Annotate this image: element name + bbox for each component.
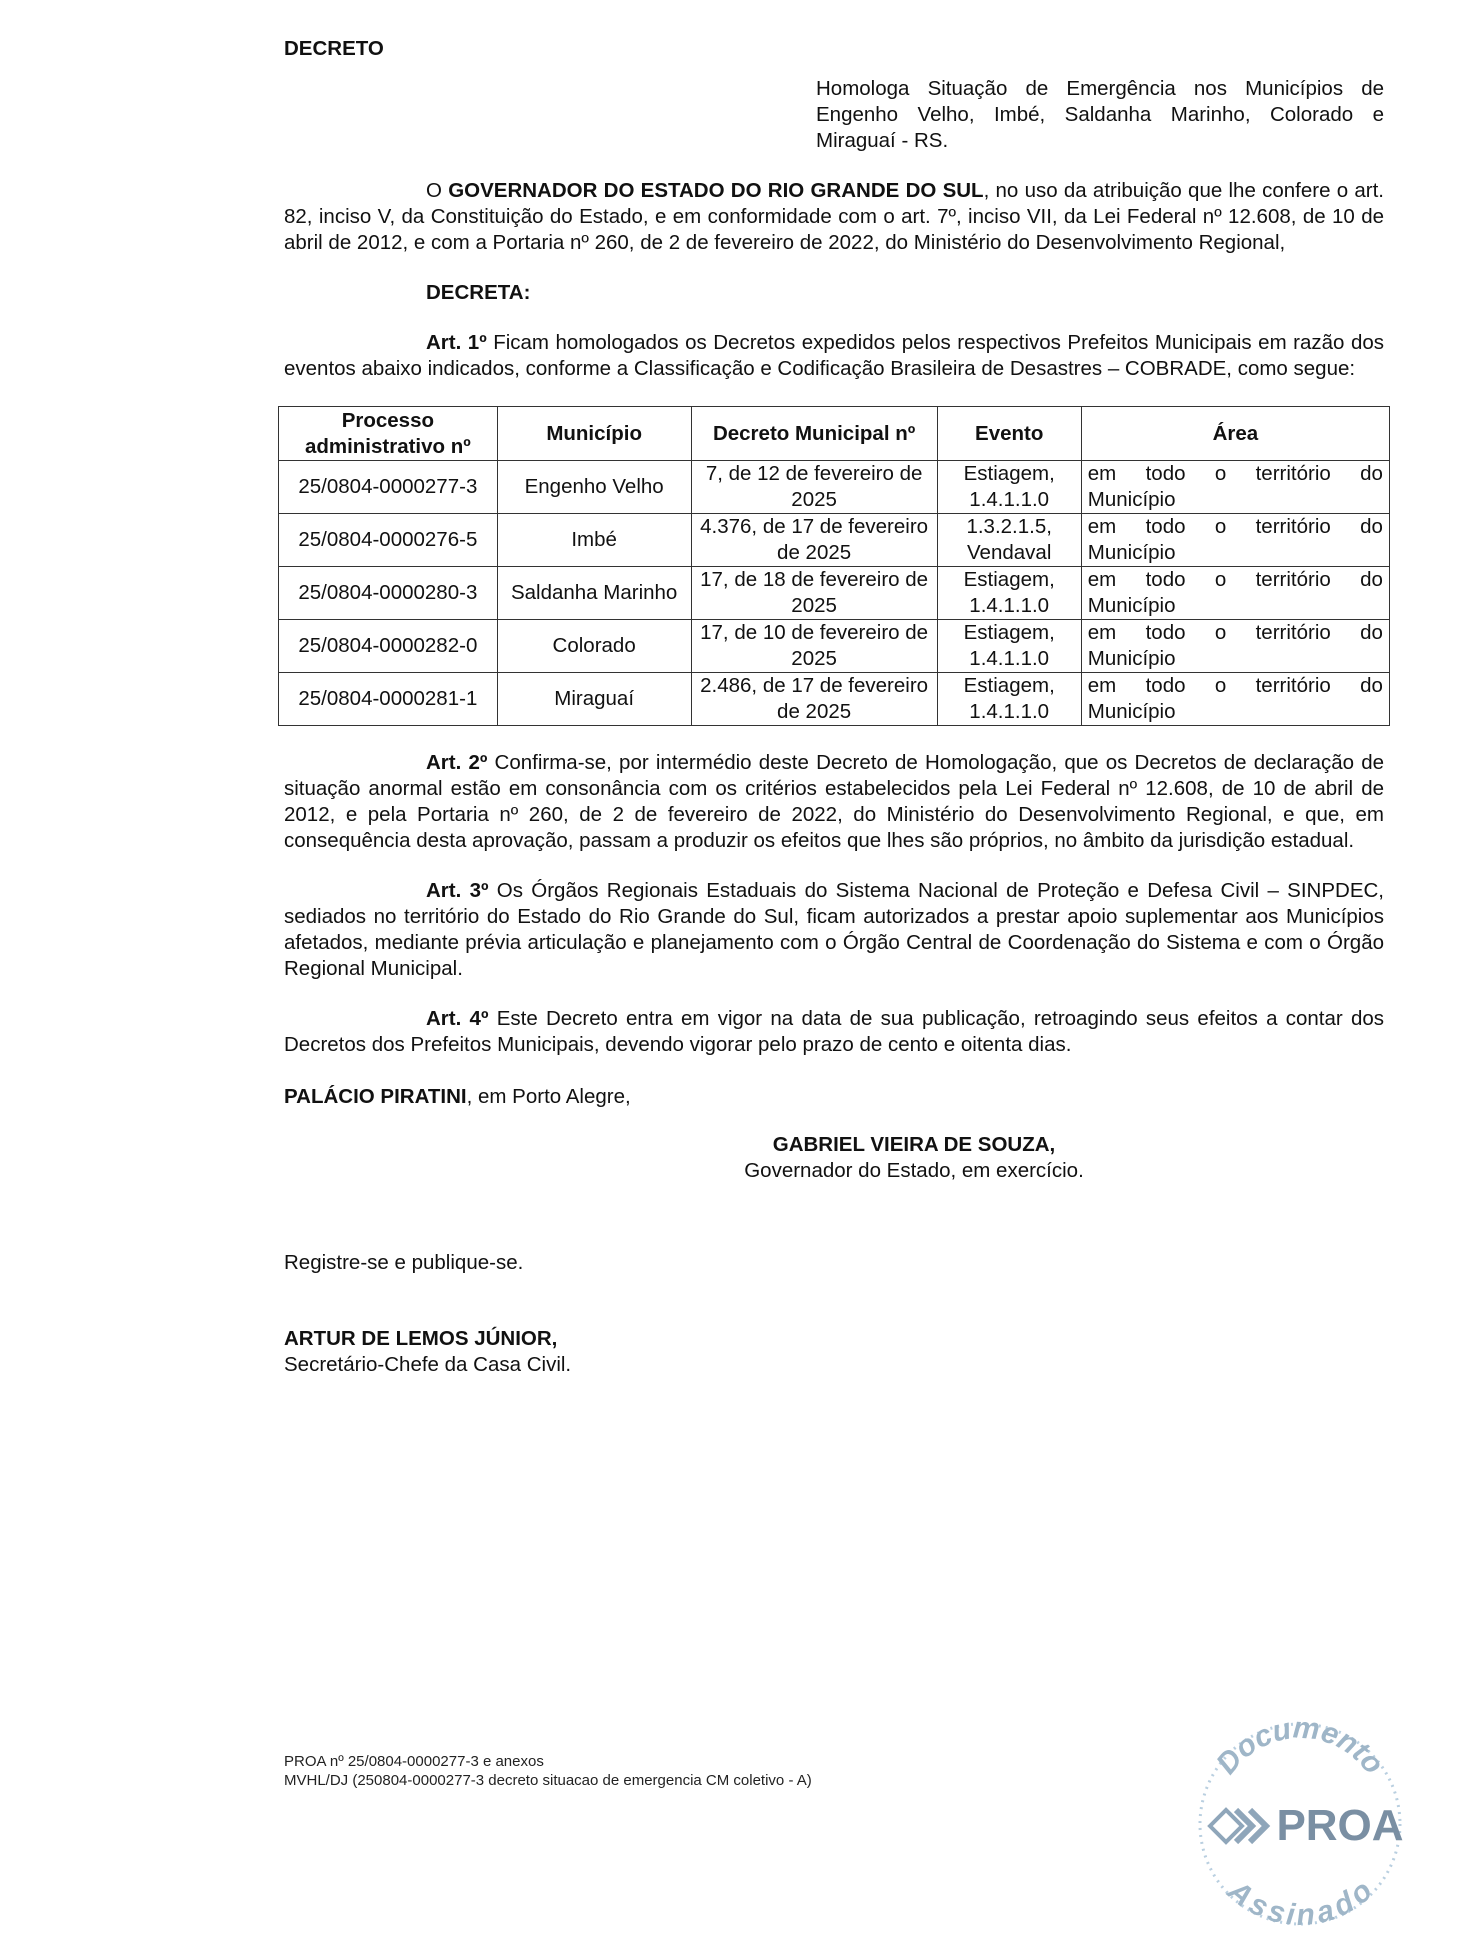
area-word: do — [1360, 568, 1383, 591]
area-word: todo — [1145, 515, 1186, 538]
table-row — [279, 567, 1390, 620]
area-word: do — [1360, 674, 1383, 697]
area-word: território — [1255, 568, 1331, 591]
area-word: o — [1214, 621, 1227, 644]
preamble-lead: O — [426, 179, 449, 202]
area-word: território — [1255, 462, 1331, 485]
area-word: território — [1255, 621, 1331, 644]
proa-logo-icon — [1210, 1810, 1266, 1842]
area-word: o — [1214, 515, 1227, 538]
cell-processo: 25/0804-0000282-0 — [279, 620, 498, 673]
cell-evento: Estiagem, 1.4.1.1.0 — [937, 461, 1081, 514]
cell-evento: Estiagem, 1.4.1.1.0 — [937, 567, 1081, 620]
cell-processo: 25/0804-0000276-5 — [279, 514, 498, 567]
table-body — [279, 461, 1390, 726]
cell-decreto: 17, de 18 de fevereiro de 2025 — [691, 567, 937, 620]
cell-decreto: 2.486, de 17 de fevereiro de 2025 — [691, 673, 937, 726]
cell-municipio: Imbé — [497, 514, 691, 567]
area-word: território — [1255, 515, 1331, 538]
cell-decreto: 17, de 10 de fevereiro de 2025 — [691, 620, 937, 673]
area-word: todo — [1145, 462, 1186, 485]
stamp-top-text: Documento — [1210, 1711, 1391, 1781]
article-3 — [284, 878, 1384, 982]
area-word: o — [1214, 674, 1227, 697]
article-3-text: Os Órgãos Regionais Estaduais do Sistema Nacional de Proteção e Defesa Civil – SINPDEC, sediados no território do Estado do Rio Grande do Sul, ficam autorizados a prestar apoio suplementar aos Municípios afetados, mediante prévia articulação e planejamento com o Órgão Central de Coordenação do Sistema e com o Órgão Regional Municipal. — [284, 879, 1384, 980]
header-municipio: Município — [497, 407, 691, 461]
document-title: DECRETO — [284, 37, 384, 60]
cell-evento: Estiagem, 1.4.1.1.0 — [937, 673, 1081, 726]
area-word: território — [1255, 674, 1331, 697]
place-city: , em Porto Alegre, — [466, 1085, 631, 1108]
document-footer — [284, 1752, 812, 1790]
area-line-1 — [1088, 620, 1383, 646]
area-word: o — [1214, 568, 1227, 591]
area-line-1 — [1088, 461, 1383, 487]
area-word: todo — [1145, 674, 1186, 697]
ementa: Homologa Situação de Emergência nos Municípios de Engenho Velho, Imbé, Saldanha Marinho, Colorado e Miraguaí - RS. — [816, 77, 1384, 152]
cell-area — [1081, 620, 1389, 673]
municipalities-table — [278, 406, 1390, 726]
governor-name: GABRIEL VIEIRA DE SOUZA, — [772, 1133, 1056, 1156]
header-evento: Evento — [937, 407, 1081, 461]
table-row — [279, 673, 1390, 726]
stamp-bottom-text: Assinado — [1221, 1874, 1379, 1933]
cell-processo: 25/0804-0000281-1 — [279, 673, 498, 726]
cell-evento: 1.3.2.1.5, Vendaval — [937, 514, 1081, 567]
article-2-text: Confirma-se, por intermédio deste Decreto de Homologação, que os Decretos de declaração de situação anormal estão em consonância com os critérios estabelecidos pela Lei Federal nº 12.608, de 10 de abril de 2012, e pela Portaria nº 260, de 2 de fevereiro de 2022, do Ministério do Desenvolvimento Regional, e que, em consequência desta aprovação, passam a produzir os efeitos que lhes são próprios, no âmbito da jurisdição estadual. — [284, 751, 1385, 852]
cell-processo: 25/0804-0000280-3 — [279, 567, 498, 620]
article-2-label: Art. 2º — [426, 751, 488, 774]
table-row — [279, 620, 1390, 673]
area-word: do — [1360, 515, 1383, 538]
secretary-signature — [284, 1326, 1384, 1378]
area-line-2: Município — [1087, 594, 1176, 617]
governor-role: Governador do Estado, em exercício. — [744, 1159, 1084, 1182]
article-2 — [284, 750, 1384, 854]
area-word: em — [1087, 621, 1117, 644]
cell-area — [1081, 514, 1389, 567]
preamble-authority: GOVERNADOR DO ESTADO DO RIO GRANDE DO SUL — [448, 179, 984, 202]
cell-decreto: 7, de 12 de fevereiro de 2025 — [691, 461, 937, 514]
cell-area — [1081, 673, 1389, 726]
header-processo: Processo administrativo nº — [279, 407, 498, 461]
article-3-label: Art. 3º — [426, 879, 489, 902]
registre-line: Registre-se e publique-se. — [284, 1251, 524, 1274]
cell-municipio: Miraguaí — [497, 673, 691, 726]
cell-municipio: Engenho Velho — [497, 461, 691, 514]
footer-line-2: MVHL/DJ (250804-0000277-3 decreto situacao de emergencia CM coletivo - A) — [284, 1772, 812, 1789]
area-word: o — [1214, 462, 1227, 485]
table-row — [279, 514, 1390, 567]
article-4-label: Art. 4º — [426, 1007, 489, 1030]
area-word: do — [1360, 621, 1383, 644]
area-line-1 — [1088, 673, 1383, 699]
area-line-2: Município — [1087, 541, 1176, 564]
area-line-2: Município — [1087, 647, 1176, 670]
area-word: do — [1360, 462, 1383, 485]
area-word: em — [1087, 674, 1117, 697]
cell-municipio: Saldanha Marinho — [497, 567, 691, 620]
stamp-brand-text: PROA — [1276, 1801, 1404, 1850]
header-area: Área — [1081, 407, 1389, 461]
place-line — [284, 1084, 1384, 1110]
cell-municipio: Colorado — [497, 620, 691, 673]
decree-document — [284, 36, 1384, 1378]
article-1-text: Ficam homologados os Decretos expedidos pelos respectivos Prefeitos Municipais em razão dos eventos abaixo indicados, conforme a Classificação e Codificação Brasileira de Desastres – COBRADE, como segue: — [284, 331, 1384, 380]
area-word: em — [1087, 515, 1117, 538]
proa-signed-stamp — [1180, 1700, 1420, 1940]
area-word: em — [1087, 568, 1117, 591]
table-header-row — [279, 407, 1390, 461]
article-4-text: Este Decreto entra em vigor na data de sua publicação, retroagindo seus efeitos a contar dos Decretos dos Prefeitos Municipais, devendo vigorar pelo prazo de cento e oitenta dias. — [284, 1007, 1384, 1056]
area-word: em — [1087, 462, 1117, 485]
place-name: PALÁCIO PIRATINI — [284, 1085, 467, 1108]
area-line-2: Município — [1087, 700, 1176, 723]
cell-decreto: 4.376, de 17 de fevereiro de 2025 — [691, 514, 937, 567]
article-1-label: Art. 1º — [426, 331, 487, 354]
cell-area — [1081, 567, 1389, 620]
secretary-role: Secretário-Chefe da Casa Civil. — [284, 1353, 572, 1376]
footer-line-1: PROA nº 25/0804-0000277-3 e anexos — [284, 1753, 544, 1770]
table-row — [279, 461, 1390, 514]
governor-signature — [664, 1132, 1164, 1184]
cell-area — [1081, 461, 1389, 514]
cell-evento: Estiagem, 1.4.1.1.0 — [937, 620, 1081, 673]
header-decreto: Decreto Municipal nº — [691, 407, 937, 461]
area-word: todo — [1145, 568, 1186, 591]
cell-processo: 25/0804-0000277-3 — [279, 461, 498, 514]
article-4 — [284, 1006, 1384, 1058]
preamble — [284, 178, 1384, 256]
article-1 — [284, 330, 1384, 382]
decreta-heading: DECRETA: — [426, 281, 531, 304]
area-line-1 — [1088, 514, 1383, 540]
area-word: todo — [1145, 621, 1186, 644]
area-line-1 — [1088, 567, 1383, 593]
area-line-2: Município — [1087, 488, 1176, 511]
preamble-text: , no uso da atribuição que lhe confere o art. 82, inciso V, da Constituição do Estado, e em conformidade com o art. 7º, inciso VII, da Lei Federal nº 12.608, de 10 de abril de 2012, e com a Portaria nº 260, de 2 de fevereiro de 2022, do Ministério do Desenvolvimento Regional, — [284, 179, 1384, 254]
secretary-name: ARTUR DE LEMOS JÚNIOR, — [284, 1327, 558, 1350]
